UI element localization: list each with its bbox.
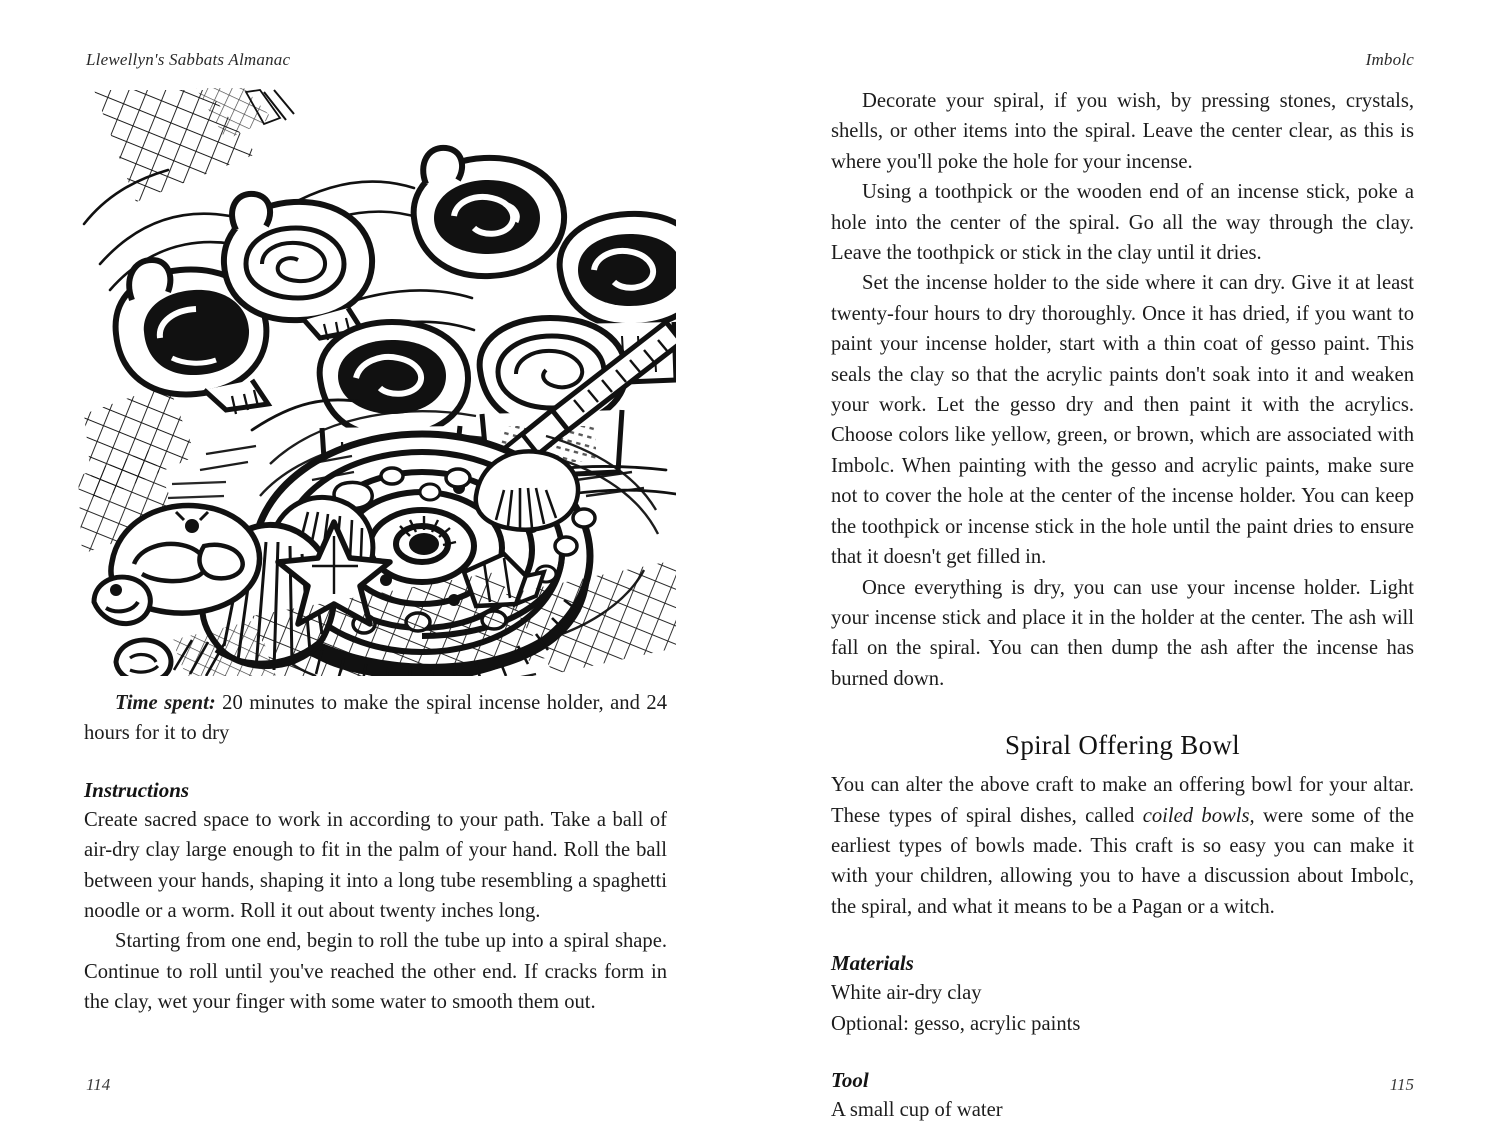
materials-heading: Materials — [831, 951, 914, 976]
materials-item-1: White air-dry clay — [831, 982, 982, 1005]
time-spent-paragraph — [84, 688, 667, 749]
instructions-paragraph-1: Create sacred space to work in according to your path. Take a ball of air-dry clay large enough to fit in the palm of your hand. Roll the ball between your hands, shaping it into a long tube resembling a spaghetti noodle or a worm. Roll it out about twenty inches long. — [84, 808, 667, 923]
instructions-heading: Instructions — [84, 777, 190, 802]
intro-emphasis-coiled-bowls: coiled bowls, — [1142, 804, 1255, 827]
right-paragraph-1: Decorate your spiral, if you wish, by pressing stones, crystals, shells, or other items into the spiral. Leave the center clear, as this is where you'll poke the hole for your incense. — [831, 90, 1414, 173]
embedded-fan-shell — [476, 451, 578, 529]
running-head-recto: Imbolc — [1365, 50, 1414, 69]
right-paragraph-2: Using a toothpick or the wooden end of an incense stick, poke a hole into the center of the spiral. Go all the way through the clay. Leave the toothpick or stick in the clay until it dries. — [831, 181, 1414, 265]
section-title-spiral-offering-bowl: Spiral Offering Bowl — [1005, 730, 1240, 761]
tool-heading: Tool — [831, 1067, 869, 1092]
spiral-offering-bowl-intro — [831, 770, 1414, 922]
folio-recto: 115 — [1389, 1075, 1414, 1094]
left-column-text — [84, 688, 667, 1018]
illustration-svg — [76, 84, 676, 676]
intro-part-1: You can alter the above craft to make an offering bowl for your altar. These types of spiral dishes, called — [831, 774, 1414, 827]
time-spent-label: Time spent: — [115, 692, 216, 714]
running-head-verso: Llewellyn's Sabbats Almanac — [86, 50, 291, 69]
time-spent-value: 20 minutes to make the spiral incense holder, and 24 hours for it to dry — [84, 692, 667, 745]
right-paragraph-4: Once everything is dry, you can use your incense holder. Light your incense stick and place it in the holder at the center. The ash will fall on the spiral. You can then dump the ash after the incense has burned down. — [831, 576, 1414, 690]
spiral-incense-holder-illustration — [76, 84, 676, 676]
right-column-text — [831, 86, 1414, 1125]
right-paragraph-3: Set the incense holder to the side where it can dry. Give it at least twenty-four hours to dry thoroughly. Once it has dried, if you want to paint your incense holder, start with a thin coat of gesso paint. This seals the clay so that the acrylic paints don't soak into it and weaken your work. Let the gesso dry and then paint it with the acrylics. Choose colors like yellow, green, or brown, which are associated with Imbolc. When painting with the gesso and acrylic paints, make sure not to cover the hole at the center of the incense holder. You can keep the toothpick or incense stick in the hole until the paint dries to ensure that it doesn't get filled in. — [831, 272, 1414, 569]
instructions-paragraph-2: Starting from one end, begin to roll the tube up into a spiral shape. Continue to roll until you've reached the other end. If cracks form in the clay, wet your finger with some water to smooth them out. — [84, 930, 667, 1014]
intro-part-2: were some of the earliest types of bowls made. This craft is so easy you can make it with your children, allowing you to have a discussion about Imbolc, the spiral, and what it means to be a Pagan or a witch. — [831, 804, 1415, 918]
materials-item-2: Optional: gesso, acrylic paints — [831, 1012, 1081, 1035]
tool-item-1: A small cup of water — [831, 1098, 1003, 1121]
folio-verso: 114 — [86, 1075, 111, 1094]
